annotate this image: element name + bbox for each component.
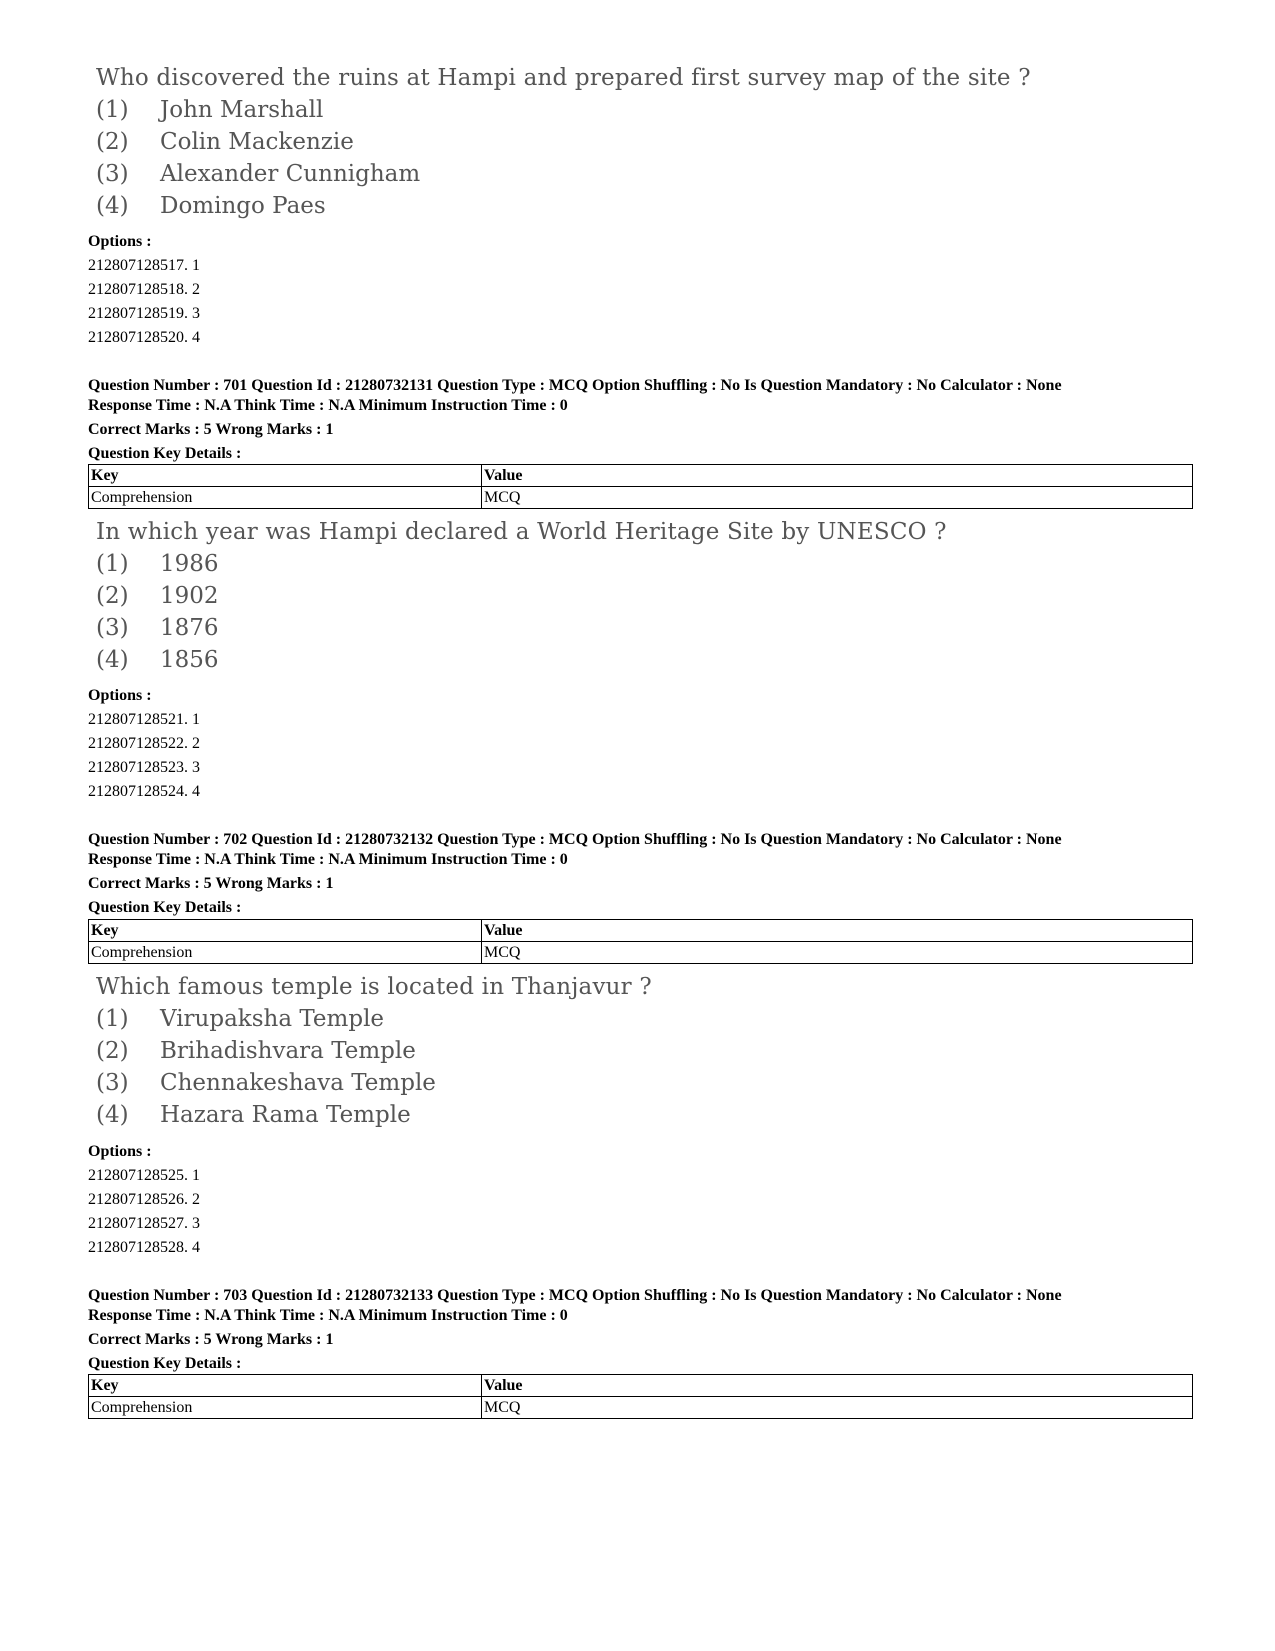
- marks-line: Correct Marks : 5 Wrong Marks : 1: [88, 421, 334, 438]
- key-table: [88, 464, 1193, 509]
- option-item: 212807128521. 1: [88, 711, 200, 728]
- value-cell: MCQ: [482, 487, 1193, 509]
- option-item: 212807128528. 4: [88, 1239, 200, 1256]
- key-table: [88, 1374, 1193, 1419]
- question-image-1: [96, 62, 1031, 222]
- timing-line: Response Time : N.A Think Time : N.A Minimum Instruction Time : 0: [88, 1307, 568, 1324]
- key-header: Key: [89, 465, 482, 487]
- question-choice: (1) John Marshall: [96, 97, 324, 123]
- question-choice: (2) 1902: [96, 583, 219, 609]
- key-cell: Comprehension: [89, 487, 482, 509]
- options-heading: Options :: [88, 1143, 152, 1160]
- key-details-heading: Question Key Details :: [88, 899, 242, 916]
- question-choice: (3) Alexander Cunnigham: [96, 161, 421, 187]
- option-item: 212807128527. 3: [88, 1215, 200, 1232]
- question-stem: In which year was Hampi declared a World Heritage Site by UNESCO ?: [96, 519, 947, 545]
- marks-line: Correct Marks : 5 Wrong Marks : 1: [88, 1331, 334, 1348]
- key-cell: Comprehension: [89, 1397, 482, 1419]
- question-meta-703: [88, 1286, 1062, 1374]
- key-header: Key: [89, 1375, 482, 1397]
- option-item: 212807128518. 2: [88, 281, 200, 298]
- question-choice: (3) Chennakeshava Temple: [96, 1070, 436, 1096]
- question-choice: (2) Brihadishvara Temple: [96, 1038, 416, 1064]
- question-choice: (1) Virupaksha Temple: [96, 1006, 385, 1032]
- question-info-line: Question Number : 703 Question Id : 21280732133 Question Type : MCQ Option Shuffling : No Is Question Mandatory : No Calculator : None: [88, 1287, 1062, 1304]
- question-meta-701: [88, 376, 1062, 464]
- key-details-heading: Question Key Details :: [88, 445, 242, 462]
- value-cell: MCQ: [482, 942, 1193, 964]
- question-image-3: [96, 971, 652, 1131]
- option-item: 212807128523. 3: [88, 759, 200, 776]
- option-item: 212807128526. 2: [88, 1191, 200, 1208]
- options-heading: Options :: [88, 687, 152, 704]
- option-item: 212807128524. 4: [88, 783, 200, 800]
- question-choice: (4) Hazara Rama Temple: [96, 1102, 411, 1128]
- question-image-2: [96, 516, 947, 676]
- option-item: 212807128520. 4: [88, 329, 200, 346]
- question-choice: (3) 1876: [96, 615, 219, 641]
- question-stem: Which famous temple is located in Thanjavur ?: [96, 974, 652, 1000]
- option-item: 212807128522. 2: [88, 735, 200, 752]
- options-heading: Options :: [88, 233, 152, 250]
- key-details-heading: Question Key Details :: [88, 1355, 242, 1372]
- option-item: 212807128525. 1: [88, 1167, 200, 1184]
- value-header: Value: [482, 1375, 1193, 1397]
- value-header: Value: [482, 920, 1193, 942]
- question-info-line: Question Number : 702 Question Id : 21280732132 Question Type : MCQ Option Shuffling : No Is Question Mandatory : No Calculator : None: [88, 831, 1062, 848]
- timing-line: Response Time : N.A Think Time : N.A Minimum Instruction Time : 0: [88, 397, 568, 414]
- options-list: [88, 230, 200, 350]
- key-table: [88, 919, 1193, 964]
- question-meta-702: [88, 830, 1062, 918]
- options-list: [88, 1140, 200, 1260]
- question-choice: (1) 1986: [96, 551, 219, 577]
- question-info-line: Question Number : 701 Question Id : 21280732131 Question Type : MCQ Option Shuffling : No Is Question Mandatory : No Calculator : None: [88, 377, 1062, 394]
- key-header: Key: [89, 920, 482, 942]
- timing-line: Response Time : N.A Think Time : N.A Minimum Instruction Time : 0: [88, 851, 568, 868]
- value-header: Value: [482, 465, 1193, 487]
- question-choice: (4) Domingo Paes: [96, 193, 326, 219]
- key-cell: Comprehension: [89, 942, 482, 964]
- question-choice: (4) 1856: [96, 647, 219, 673]
- value-cell: MCQ: [482, 1397, 1193, 1419]
- option-item: 212807128519. 3: [88, 305, 200, 322]
- marks-line: Correct Marks : 5 Wrong Marks : 1: [88, 875, 334, 892]
- options-list: [88, 684, 200, 804]
- question-stem: Who discovered the ruins at Hampi and prepared first survey map of the site ?: [96, 65, 1031, 91]
- option-item: 212807128517. 1: [88, 257, 200, 274]
- question-choice: (2) Colin Mackenzie: [96, 129, 354, 155]
